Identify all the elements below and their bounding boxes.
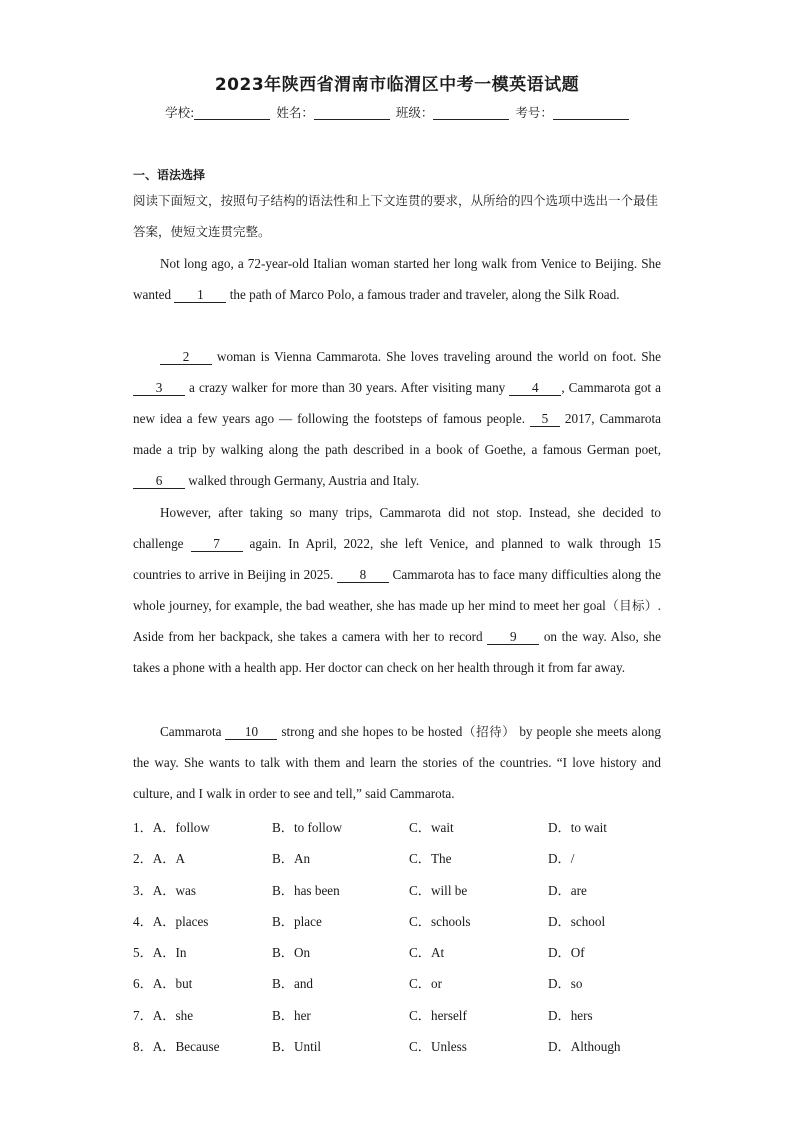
option-a: 7．A．she <box>133 1007 194 1023</box>
class-blank <box>433 105 509 120</box>
passage-paragraph-3 <box>133 497 661 683</box>
gloss-host: （招待） <box>462 724 516 739</box>
option-c: C．will be <box>409 882 468 898</box>
school-blank <box>194 105 270 120</box>
option-row <box>133 969 693 1000</box>
passage-text: strong and she hopes to be hosted <box>277 724 463 739</box>
passage-text: on the way. Also, she takes a phone with a health app. Her doctor can check on her health through it from far away. <box>133 629 661 675</box>
passage-text: walked through Germany, Austria and Italy. <box>185 473 420 488</box>
option-b: B．to follow <box>272 820 342 835</box>
blank-4: 4 <box>509 381 561 396</box>
option-row <box>133 844 693 875</box>
blank-7: 7 <box>191 537 243 552</box>
passage-text: Cammarota has to face many difficulties along the whole journey, for example, the bad weather, she has made up her mind to meet her goal <box>133 567 661 613</box>
option-d: D．hers <box>548 1007 593 1023</box>
option-c: C．herself <box>409 1007 467 1023</box>
passage-text: a crazy walker for more than 30 years. After visiting many <box>185 380 510 395</box>
passage-paragraph-1 <box>133 248 661 310</box>
exam-number-blank <box>553 105 629 120</box>
option-b: B．her <box>272 1007 311 1023</box>
option-row <box>133 1032 693 1063</box>
option-a: 1．A．follow <box>133 820 210 835</box>
blank-6: 6 <box>133 474 185 489</box>
option-d: D．to wait <box>548 820 607 835</box>
option-d: D．Although <box>548 1039 621 1055</box>
name-blank <box>314 105 390 120</box>
option-a: 2．A．A <box>133 851 186 867</box>
option-row <box>133 907 693 938</box>
options-list <box>133 813 693 1063</box>
option-d: D．school <box>548 913 606 929</box>
class-label: 班级： <box>395 105 434 120</box>
option-b: B．place <box>272 913 322 929</box>
option-a: 5．A．In <box>133 945 187 961</box>
blank-8: 8 <box>337 568 389 583</box>
passage-text: woman is Vienna Cammarota. She loves traveling around the world on foot. She <box>212 349 661 364</box>
option-b: B．Until <box>272 1039 322 1055</box>
option-c: C．The <box>409 851 452 867</box>
passage-text: Cammarota <box>160 724 226 739</box>
option-row <box>133 813 693 844</box>
option-d: D．so <box>548 976 583 992</box>
option-row <box>133 1001 693 1032</box>
option-a: 4．A．places <box>133 913 209 929</box>
passage-text: by people she meets along the way. She wants to talk with them and learn the stories of the countries. “I love history and culture, and I walk in order to see and tell,” said Cammarota. <box>133 724 661 801</box>
section-heading: 一、语法选择 <box>133 168 206 182</box>
option-c: C．At <box>409 945 445 961</box>
option-c: C．or <box>409 976 442 992</box>
exam-number-label: 考号： <box>515 105 553 120</box>
option-d: D．Of <box>548 945 585 961</box>
exam-title: 2023年陕西省渭南市临渭区中考一模英语试题 <box>214 75 580 95</box>
passage-paragraph-2 <box>133 341 661 496</box>
blank-5: 5 <box>530 412 560 427</box>
option-c: C．wait <box>409 820 454 835</box>
blank-10: 10 <box>225 725 277 740</box>
option-d: D．/ <box>548 851 575 867</box>
passage-text: However, after taking so many trips, Cammarota did not stop. Instead, she decided to challenge <box>133 505 661 551</box>
option-b: B．and <box>272 976 314 992</box>
passage-text: . Aside from her backpack, she takes a camera with her to record <box>133 598 661 644</box>
passage-text: the path of Marco Polo, a famous trader and traveler, along the Silk Road. <box>226 287 620 302</box>
passage-text: 2017, Cammarota made a trip by walking along the path described in a book of Goethe, a famous German poet, <box>133 411 662 457</box>
option-a: 8．A．Because <box>133 1039 220 1055</box>
option-b: B．has been <box>272 882 340 898</box>
gloss-goal: （目标） <box>605 598 658 613</box>
student-info-line <box>0 103 794 121</box>
option-c: C．schools <box>409 913 471 929</box>
blank-1: 1 <box>174 288 226 303</box>
option-a: 3．A．was <box>133 882 197 898</box>
option-c: C．Unless <box>409 1039 467 1055</box>
blank-3: 3 <box>133 381 185 396</box>
name-label: 姓名： <box>276 105 314 120</box>
blank-2: 2 <box>160 350 212 365</box>
passage-paragraph-4 <box>133 716 661 809</box>
passage-text: , Cammarota got a new idea a few years ago — following the footsteps of famous people. <box>133 380 661 426</box>
option-b: B．An <box>272 851 311 867</box>
option-row <box>133 876 693 907</box>
option-row <box>133 938 693 969</box>
passage-text: Not long ago, a 72-year-old Italian woman started her long walk from Venice to Beijing. She wanted <box>133 256 661 302</box>
instructions: 阅读下面短文，按照句子结构的语法性和上下文连贯的要求，从所给的四个选项中选出一个最佳答案，使短文连贯完整。 <box>133 193 659 239</box>
option-b: B．On <box>272 945 311 961</box>
passage-text: again. In April, 2022, she left Venice, and planned to walk through 15 countries to arrive in Beijing in 2025. <box>133 536 661 582</box>
blank-9: 9 <box>487 630 539 645</box>
option-d: D．are <box>548 882 587 898</box>
option-a: 6．A．but <box>133 976 193 992</box>
school-label: 学校: <box>165 105 195 120</box>
